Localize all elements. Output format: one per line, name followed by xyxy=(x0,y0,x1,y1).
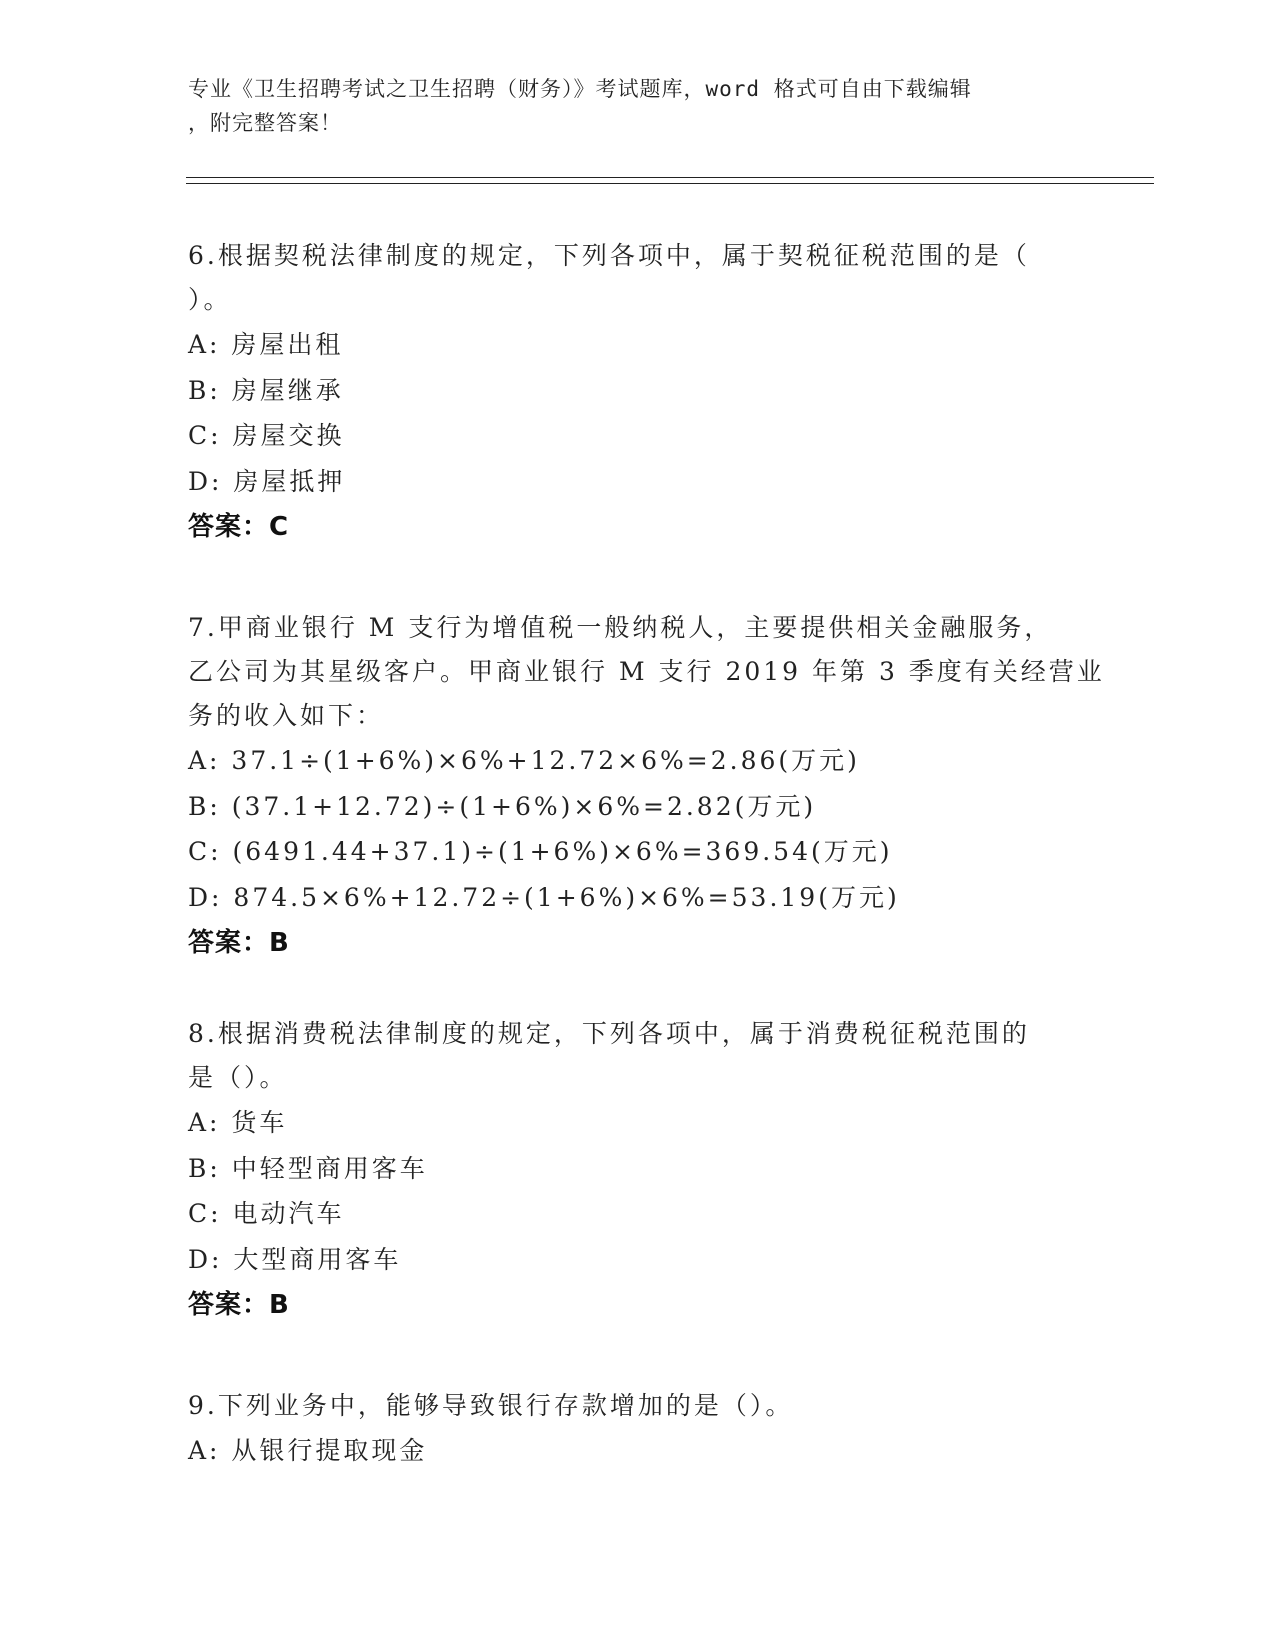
option-d: D: 房屋抵押 xyxy=(188,466,346,496)
option-b: B: 房屋继承 xyxy=(188,375,344,405)
option-a: A: 37.1÷(1+6%)×6%+12.72×6%=2.86(万元) xyxy=(188,746,860,775)
option-d: D: 874.5×6%+12.72÷(1+6%)×6%=53.19(万元) xyxy=(188,882,900,912)
header-divider xyxy=(186,177,1154,178)
answer: 答案：C xyxy=(188,512,290,542)
question-stem: 是（）。 xyxy=(188,1063,288,1092)
option-b: B: 中轻型商用客车 xyxy=(188,1153,428,1183)
question-stem: 务的收入如下： xyxy=(188,701,385,730)
option-a: A: 房屋出租 xyxy=(188,330,344,359)
question-stem: 8.根据消费税法律制度的规定，下列各项中，属于消费税征税范围的 xyxy=(188,1019,1030,1048)
header-divider xyxy=(186,183,1154,184)
option-d: D: 大型商用客车 xyxy=(188,1244,402,1274)
question-stem: ）。 xyxy=(188,285,232,314)
question-9 xyxy=(188,1384,1088,1474)
option-c: C: 电动汽车 xyxy=(188,1199,345,1228)
question-stem: 9.下列业务中，能够导致银行存款增加的是（）。 xyxy=(188,1391,794,1420)
question-stem: 乙公司为其星级客户。甲商业银行 M 支行 2019 年第 3 季度有关经营业 xyxy=(188,657,1105,686)
question-8 xyxy=(188,1012,1088,1328)
option-a: A: 从银行提取现金 xyxy=(188,1436,428,1465)
option-c: C: (6491.44+37.1)÷(1+6%)×6%=369.54(万元) xyxy=(188,837,893,866)
option-c: C: 房屋交换 xyxy=(188,421,345,450)
question-6 xyxy=(188,234,1088,550)
answer: 答案：B xyxy=(188,928,290,958)
answer: 答案：B xyxy=(188,1290,290,1320)
document-header xyxy=(188,72,1088,140)
header-line: 专业《卫生招聘考试之卫生招聘（财务）》考试题库，word 格式可自由下载编辑 xyxy=(188,77,972,101)
option-b: B: (37.1+12.72)÷(1+6%)×6%=2.82(万元) xyxy=(188,791,817,821)
option-a: A: 货车 xyxy=(188,1108,288,1137)
question-stem: 7.甲商业银行 M 支行为增值税一般纳税人，主要提供相关金融服务， xyxy=(188,613,1053,642)
question-7 xyxy=(188,606,1105,966)
header-line: ，附完整答案！ xyxy=(188,111,342,135)
question-stem: 6.根据契税法律制度的规定，下列各项中，属于契税征税范围的是（ xyxy=(188,241,1030,270)
